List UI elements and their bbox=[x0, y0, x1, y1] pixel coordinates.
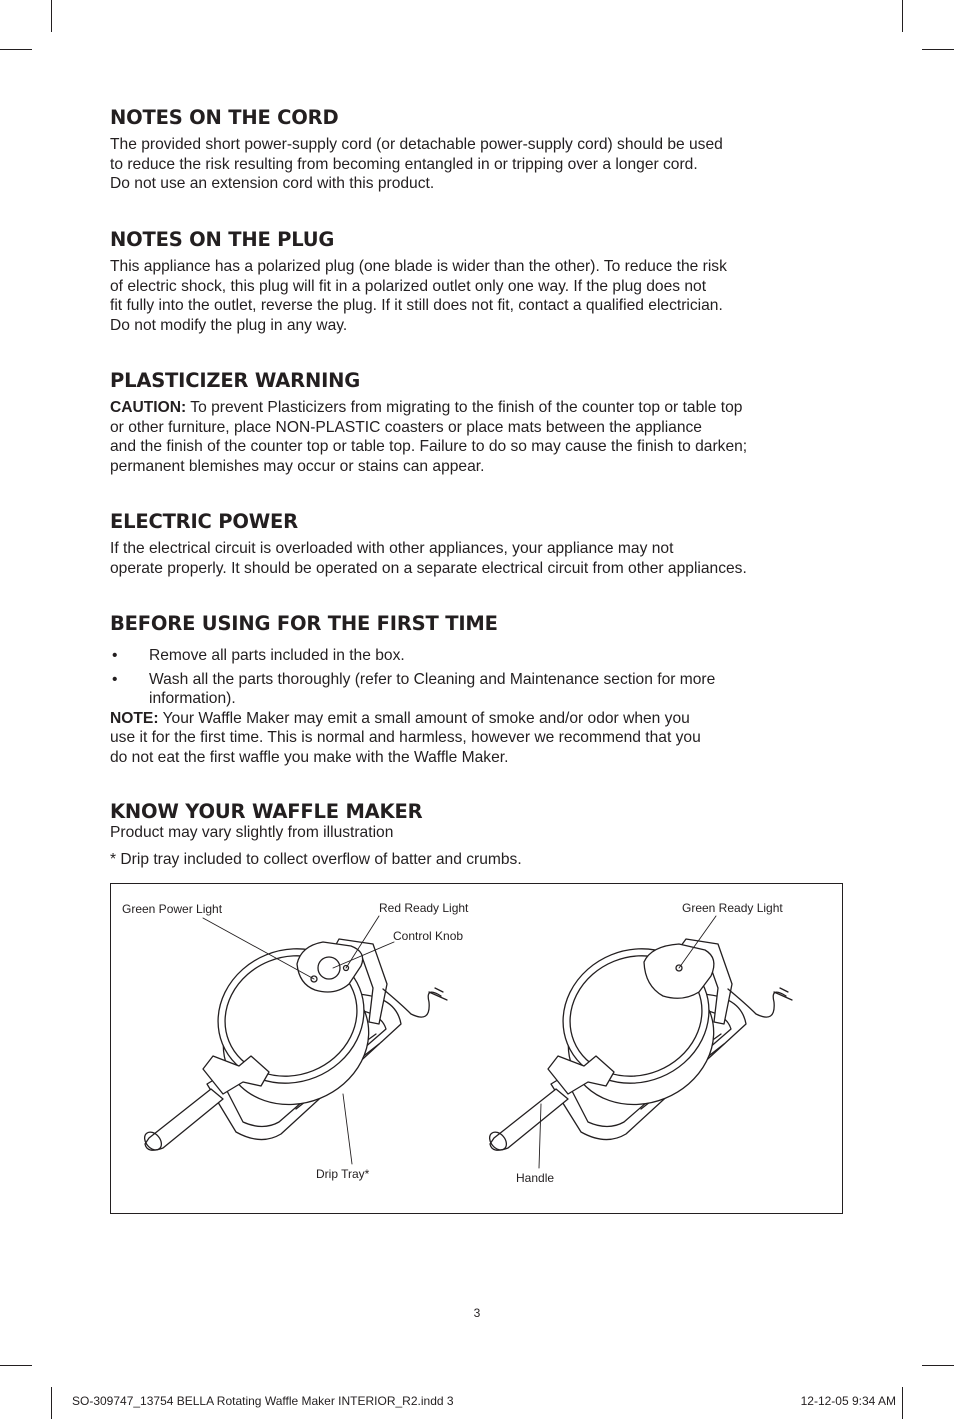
caution-label: CAUTION: bbox=[110, 399, 187, 416]
label-green-power-light: Green Power Light bbox=[122, 902, 223, 916]
list-item bbox=[110, 646, 845, 666]
section-power-body: If the electrical circuit is overloaded with other appliances, your appliance may not operate properly. It should be operated on a separate electrical circuit from other appliances. bbox=[110, 540, 747, 577]
waffle-maker-illustration bbox=[111, 884, 842, 1213]
know-illustration-note: Product may vary slightly from illustration bbox=[110, 824, 394, 841]
know-drip-tray-note: * Drip tray included to collect overflow of batter and crumbs. bbox=[110, 850, 522, 868]
section-first-time bbox=[110, 613, 845, 767]
leader-drip-tray bbox=[343, 1094, 352, 1164]
label-green-ready-light: Green Ready Light bbox=[682, 901, 783, 915]
label-red-ready-light: Red Ready Light bbox=[379, 901, 469, 915]
handle-right bbox=[490, 1089, 568, 1150]
section-cord bbox=[110, 107, 845, 194]
note-text: Your Waffle Maker may emit a small amount of smoke and/or odor when you use it for the first time. This is normal and harmless, however we recommend that you do not eat the first waffle you make with the Waffle Maker. bbox=[110, 709, 701, 766]
label-control-knob: Control Knob bbox=[393, 929, 464, 943]
section-plug-title: NOTES ON THE PLUG bbox=[110, 228, 335, 251]
section-plug-body: This appliance has a polarized plug (one blade is wider than the other). To reduce the risk of electric shock, this plug will fit in a polarized outlet only one way. If the plug does not fit fully into the outlet, reverse the plug. If it still does not fit, contact a qualified electrician. Do not modify the plug in any way. bbox=[110, 258, 727, 334]
label-handle: Handle bbox=[516, 1171, 555, 1185]
section-power-title: ELECTRIC POWER bbox=[110, 510, 298, 533]
crop-mark-bottom-left-horizontal bbox=[0, 1365, 32, 1366]
bullet-text: Remove all parts included in the box. bbox=[149, 647, 405, 664]
waffle-maker-left bbox=[141, 927, 447, 1153]
section-power bbox=[110, 511, 845, 578]
file-slug: SO-309747_13754 BELLA Rotating Waffle Maker INTERIOR_R2.indd 3 bbox=[72, 1394, 454, 1408]
section-plasticizer-body bbox=[110, 398, 845, 476]
bullet-text: Wash all the parts thoroughly (refer to Cleaning and Maintenance section for more information). bbox=[149, 670, 716, 707]
caution-text: To prevent Plasticizers from migrating to the finish of the counter top or table top or other furniture, place NON-PLASTIC coasters or place mats between the appliance and the finish of the counter top or table top. Failure to do so may cause the finish to darken; permanent blemishes may occur or stains can appear. bbox=[110, 399, 748, 475]
section-cord-body: The provided short power-supply cord (or detachable power-supply cord) should be used to reduce the risk resulting from becoming entangled in or tripping over a longer cord. Do not use an extension cord with this product. bbox=[110, 136, 723, 192]
section-know bbox=[110, 801, 845, 869]
crop-mark-top-left-horizontal bbox=[0, 49, 32, 50]
section-plasticizer bbox=[110, 370, 845, 476]
crop-mark-bottom-right-horizontal bbox=[922, 1365, 954, 1366]
section-plug bbox=[110, 229, 845, 335]
crop-mark-bottom-right-vertical bbox=[902, 1387, 903, 1419]
list-item bbox=[110, 670, 845, 709]
crop-mark-top-right-horizontal bbox=[922, 49, 954, 50]
handle-left bbox=[145, 1089, 223, 1150]
section-know-title: KNOW YOUR WAFFLE MAKER bbox=[110, 800, 423, 823]
crop-mark-bottom-left-vertical bbox=[51, 1387, 52, 1419]
print-timestamp: 12-12-05 9:34 AM bbox=[800, 1394, 896, 1408]
section-plasticizer-title: PLASTICIZER WARNING bbox=[110, 369, 361, 392]
waffle-maker-right bbox=[486, 927, 792, 1153]
page-number: 3 bbox=[473, 1306, 481, 1320]
crop-mark-top-left-vertical bbox=[51, 0, 52, 32]
bullet-marker: • bbox=[112, 670, 118, 688]
crop-mark-top-right-vertical bbox=[902, 0, 903, 32]
note-label: NOTE: bbox=[110, 709, 159, 727]
section-cord-title: NOTES ON THE CORD bbox=[110, 106, 339, 129]
control-knob-left bbox=[318, 957, 340, 979]
bullet-marker: • bbox=[112, 647, 118, 664]
section-first-time-title: BEFORE USING FOR THE FIRST TIME bbox=[110, 612, 498, 635]
waffle-maker-figure bbox=[110, 883, 843, 1214]
first-time-note bbox=[110, 709, 845, 768]
label-drip-tray: Drip Tray* bbox=[316, 1167, 370, 1181]
first-time-bullet-list bbox=[110, 646, 845, 709]
